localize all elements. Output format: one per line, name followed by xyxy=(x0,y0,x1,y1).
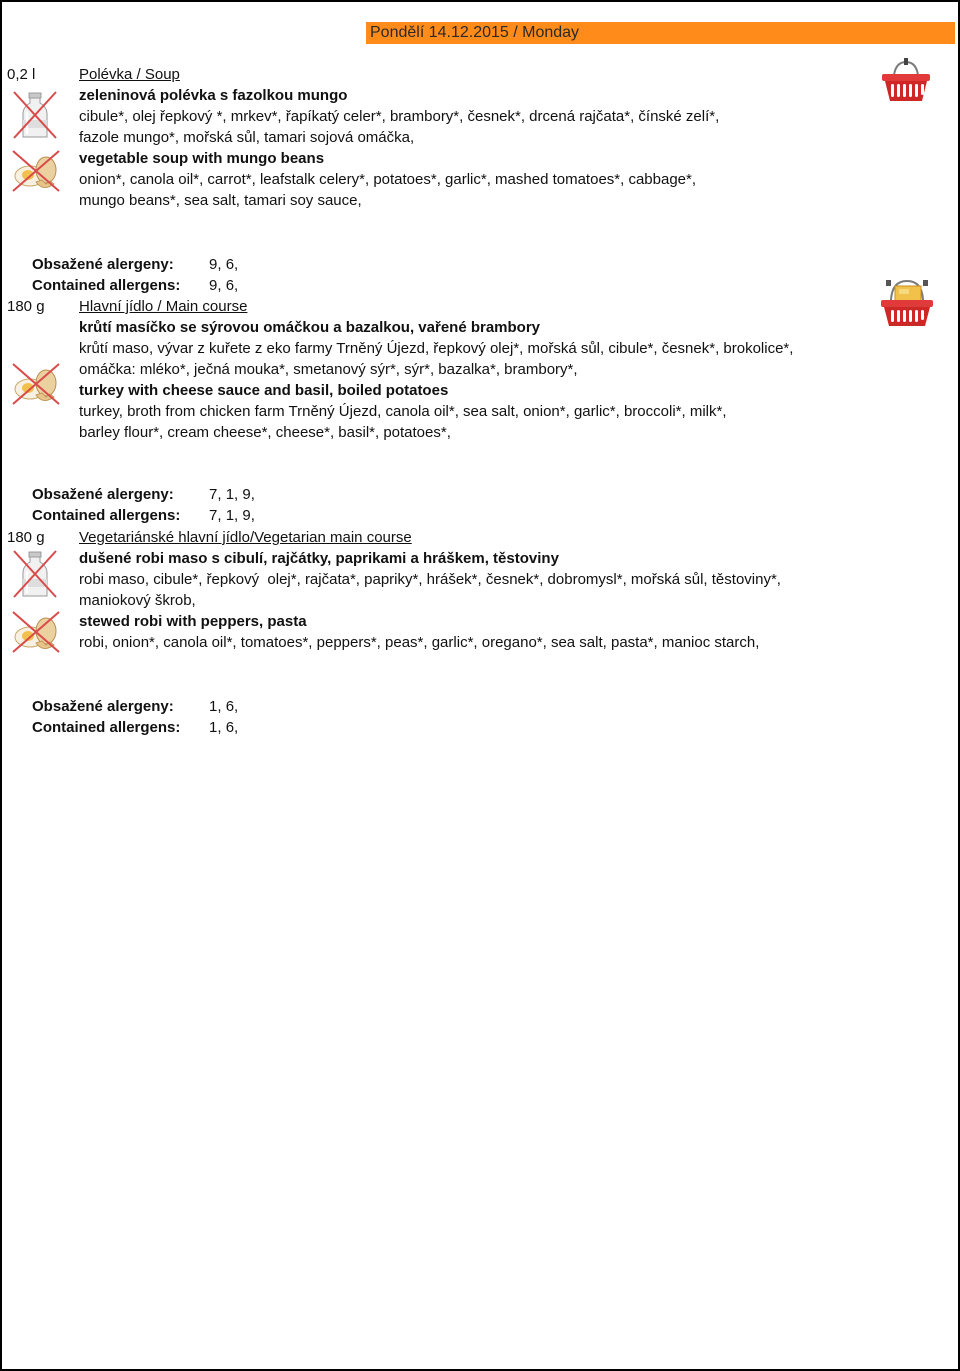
allergens-cz xyxy=(7,463,407,503)
course-category: Hlavní jídlo / Main course xyxy=(79,298,248,315)
dish-name-en: vegetable soup with mungo beans xyxy=(79,150,325,167)
dish-name-en: stewed robi with peppers, pasta xyxy=(79,613,307,630)
allergens-value-cz: 7, 1, 9, xyxy=(209,486,255,503)
ingredients-cz-line: robi maso, cibule*, řepkový olej*, rajčata*, papriky*, hrášek*, česnek*, dobromysl*, mořská sůl, těstoviny*, xyxy=(79,571,781,588)
ingredients-en-line: turkey, broth from chicken farm Trněný Újezd, canola oil*, sea salt, onion*, garlic*, broccoli*, milk*, xyxy=(79,403,727,420)
allergens-block xyxy=(7,233,407,294)
ingredients-cz-line: cibule*, olej řepkový *, mrkev*, řapíkatý celer*, brambory*, česnek*, drcená rajčata*, čínské zelí*, xyxy=(79,108,720,125)
dish-name-cz: krůtí masíčko se sýrovou omáčkou a bazalkou, vařené brambory xyxy=(79,319,541,336)
egg-free-icon xyxy=(10,148,62,194)
dish-name-en: turkey with cheese sauce and basil, boiled potatoes xyxy=(79,382,449,399)
allergens-label-en: Contained allergens: xyxy=(32,719,181,736)
ingredients-cz-line: maniokový škrob, xyxy=(79,592,196,609)
course-category: Vegetariánské hlavní jídlo/Vegetarian main course xyxy=(79,529,412,546)
allergens-value-en: 7, 1, 9, xyxy=(209,507,255,524)
ingredients-cz-line: omáčka: mléko*, ječná mouka*, smetanový sýr*, sýr*, bazalka*, brambory*, xyxy=(79,361,578,378)
allergens-label-cz: Obsažené alergeny: xyxy=(32,698,174,715)
menu-item-body xyxy=(79,527,781,653)
ingredients-en-line: mungo beans*, sea salt, tamari soy sauce, xyxy=(79,192,362,209)
dish-name-cz: dušené robi maso s cibulí, rajčátky, paprikami a hráškem, těstoviny xyxy=(79,550,559,567)
allergens-cz xyxy=(7,675,407,715)
portion-size: 180 g xyxy=(7,529,45,546)
course-category: Polévka / Soup xyxy=(79,66,180,83)
allergens-block xyxy=(7,463,407,524)
date-header: Pondělí 14.12.2015 / Monday xyxy=(366,22,955,44)
allergens-cz xyxy=(7,233,407,273)
portion-size: 180 g xyxy=(7,298,45,315)
allergens-label-cz: Obsažené alergeny: xyxy=(32,486,174,503)
portion-size: 0,2 l xyxy=(7,66,36,83)
dish-name-cz: zeleninová polévka s fazolkou mungo xyxy=(79,87,348,104)
ingredients-en-line: robi, onion*, canola oil*, tomatoes*, peppers*, peas*, garlic*, oregano*, sea salt, pasta*, manioc starch, xyxy=(79,634,760,651)
menu-item-body xyxy=(79,296,793,443)
egg-free-icon xyxy=(10,361,62,407)
milk-free-icon xyxy=(12,549,58,599)
allergens-label-cz: Obsažené alergeny: xyxy=(32,256,174,273)
allergens-value-en: 1, 6, xyxy=(209,719,239,736)
allergens-label-en: Contained allergens: xyxy=(32,277,181,294)
allergens-value-cz: 1, 6, xyxy=(209,698,239,715)
menu-item-soup xyxy=(0,64,870,214)
ingredients-cz-line: fazole mungo*, mořská sůl, tamari sojová omáčka, xyxy=(79,129,415,146)
ingredients-cz-line: krůtí maso, vývar z kuřete z eko farmy Trněný Újezd, řepkový olej*, mořská sůl, cibule*, česnek*, brokolice*, xyxy=(79,340,794,357)
menu-item-vegetarian xyxy=(0,527,870,657)
empty-basket-icon[interactable] xyxy=(880,57,932,103)
allergens-value-en: 9, 6, xyxy=(209,277,239,294)
menu-item-body xyxy=(79,64,719,211)
ingredients-en-line: onion*, canola oil*, carrot*, leafstalk celery*, potatoes*, garlic*, mashed tomatoes*, cabbage*, xyxy=(79,171,697,188)
allergens-block xyxy=(7,675,407,736)
menu-item-main-course xyxy=(0,296,870,446)
ingredients-en-line: barley flour*, cream cheese*, cheese*, basil*, potatoes*, xyxy=(79,424,451,441)
allergens-label-en: Contained allergens: xyxy=(32,507,181,524)
food-basket-icon[interactable] xyxy=(878,278,936,328)
milk-free-icon xyxy=(12,90,58,140)
allergens-value-cz: 9, 6, xyxy=(209,256,239,273)
egg-free-icon xyxy=(10,609,62,655)
